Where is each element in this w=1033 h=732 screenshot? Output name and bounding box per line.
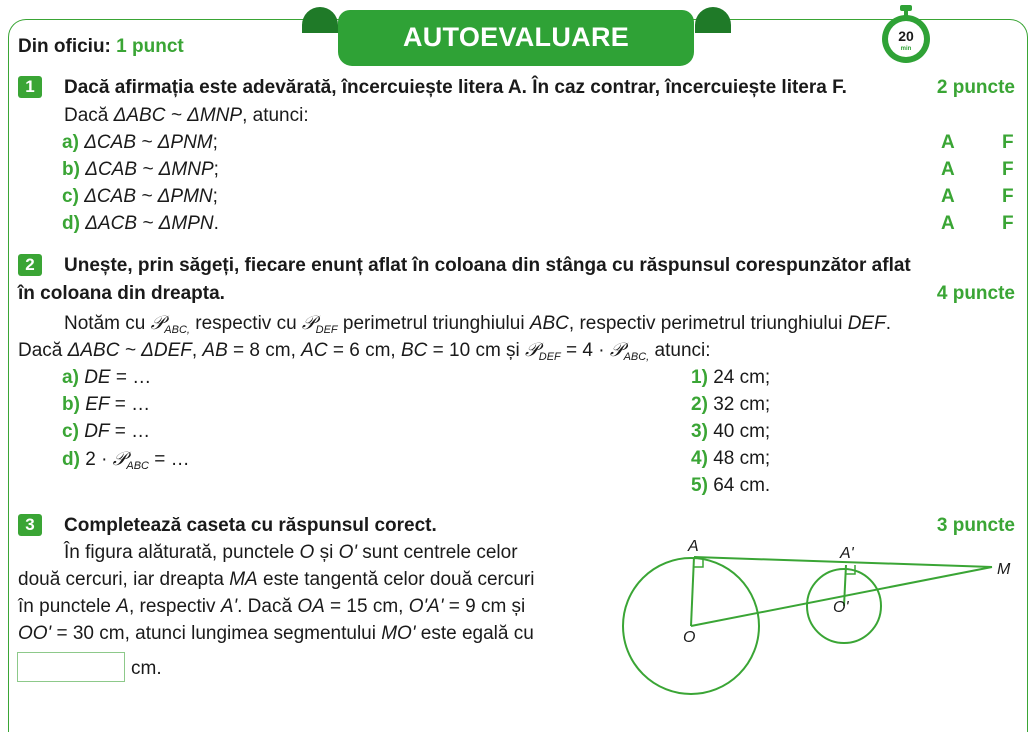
- label-a2: A': [840, 545, 854, 562]
- q2-right-1[interactable]: 1) 24 cm;: [691, 367, 771, 388]
- radius-oa: [691, 557, 694, 626]
- q1-a-option-a[interactable]: A: [941, 132, 955, 153]
- answer-input-box[interactable]: [17, 652, 125, 682]
- q3-text-line-3: în punctele A, respectiv A'. Dacă OA = 15 cm, O'A' = 9 cm și: [18, 596, 526, 617]
- question-2-points: 4 puncte: [936, 283, 1015, 304]
- question-2-statement-1: Notăm cu 𝒫$_{ABC,}$ respectiv cu 𝒫$_{DEF}$ perimetrul triunghiului ABC, respectiv perimetrul triunghiului DEF.: [64, 312, 891, 336]
- q2-left-b[interactable]: b) EF = …: [62, 394, 151, 415]
- question-1-number: 1: [18, 76, 42, 98]
- question-2-number: 2: [18, 254, 42, 276]
- q3-text-line-1: În figura alăturată, punctele O și O' sunt centrele celor: [64, 542, 518, 563]
- question-3-number: 3: [18, 514, 42, 536]
- q1-b-option-a[interactable]: A: [941, 159, 955, 180]
- q2-right-3[interactable]: 3) 40 cm;: [691, 421, 771, 442]
- question-2-statement-2: Dacă ΔABC ~ ΔDEF, AB = 8 cm, AC = 6 cm, BC = 10 cm și 𝒫$_{DEF}$ = 4 · 𝒫$_{ABC,}$ atunci:: [18, 339, 711, 363]
- timer-unit: min: [900, 46, 912, 52]
- q1-b-option-f[interactable]: F: [1002, 159, 1014, 180]
- circles-tangent-figure: [600, 530, 1030, 705]
- q2-left-c[interactable]: c) DF = …: [62, 421, 151, 442]
- q2-left-a[interactable]: a) DE = …: [62, 367, 152, 388]
- q1-item-c: c) ΔCAB ~ ΔPMN;: [62, 186, 218, 207]
- din-oficiu-points: 1 punct: [116, 36, 184, 57]
- q1-a-option-f[interactable]: F: [1002, 132, 1014, 153]
- question-2-instruction-1: Unește, prin săgeți, fiecare enunț aflat în coloana din stânga cu răspunsul corespunzător aflat: [64, 255, 911, 276]
- q1-d-option-f[interactable]: F: [1002, 213, 1014, 234]
- q3-text-line-2: două cercuri, iar dreapta MA este tangentă celor două cercuri: [18, 569, 535, 590]
- q3-unit: cm.: [131, 658, 162, 679]
- question-3-instruction: Completează caseta cu răspunsul corect.: [64, 515, 437, 536]
- page-title: AUTOEVALUARE: [338, 10, 694, 66]
- question-1-premise: Dacă ΔABC ~ ΔMNP, atunci:: [64, 105, 309, 126]
- tab-right-ear: [695, 7, 731, 33]
- q2-right-2[interactable]: 2) 32 cm;: [691, 394, 771, 415]
- q1-item-d: d) ΔACB ~ ΔMPN.: [62, 213, 219, 234]
- label-m: M: [997, 561, 1011, 578]
- question-3-points: 3 puncte: [936, 515, 1015, 536]
- stopwatch-icon: [878, 2, 934, 64]
- timer-value: 20: [898, 28, 914, 44]
- q2-right-4[interactable]: 4) 48 cm;: [691, 448, 771, 469]
- label-o: O: [683, 629, 696, 646]
- q1-d-option-a[interactable]: A: [941, 213, 955, 234]
- din-oficiu-label: Din oficiu:: [18, 36, 111, 57]
- q1-c-option-a[interactable]: A: [941, 186, 955, 207]
- question-1-instruction: Dacă afirmația este adevărată, încercuiește litera A. În caz contrar, încercuiește litera F.: [64, 77, 847, 98]
- label-o2: O': [833, 599, 849, 616]
- question-1-points: 2 puncte: [936, 77, 1015, 98]
- q1-item-a: a) ΔCAB ~ ΔPNM;: [62, 132, 218, 153]
- tab-left-ear: [302, 7, 338, 33]
- q3-text-line-4: OO' = 30 cm, atunci lungimea segmentului MO' este egală cu: [18, 623, 534, 644]
- q1-item-b: b) ΔCAB ~ ΔMNP;: [62, 159, 219, 180]
- question-2-instruction-2: în coloana din dreapta.: [18, 283, 225, 304]
- din-oficiu: [18, 35, 184, 59]
- q2-left-d[interactable]: d) 2 · 𝒫$_{ABC}$ = …: [62, 448, 190, 472]
- q1-c-option-f[interactable]: F: [1002, 186, 1014, 207]
- q2-right-5[interactable]: 5) 64 cm.: [691, 475, 771, 496]
- label-a: A: [688, 538, 699, 555]
